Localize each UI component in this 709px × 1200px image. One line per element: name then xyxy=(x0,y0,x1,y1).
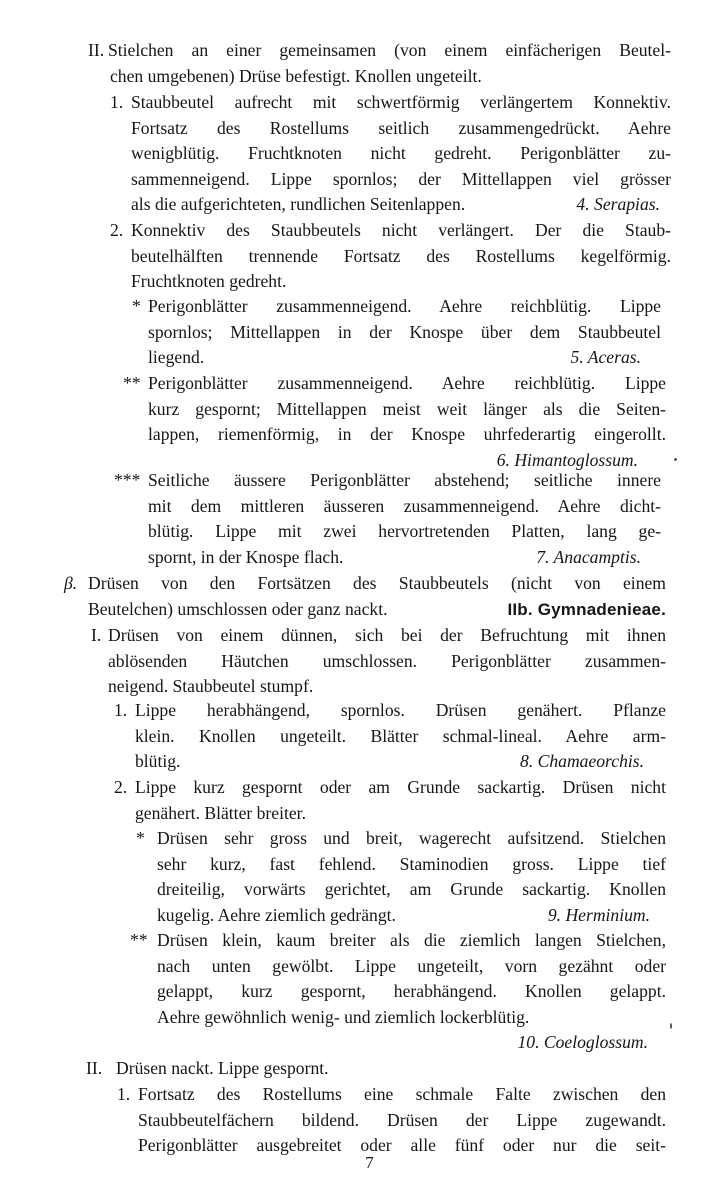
entry-number: 2. xyxy=(110,220,124,240)
text-line: Beutelchen) umschlossen oder ganz nackt. xyxy=(88,598,388,619)
text-line: sammenneigend. Lippe spornlos; der Mittellappen viel grösser xyxy=(131,168,671,189)
section-number: II. xyxy=(86,1058,103,1078)
key-entry xyxy=(148,468,661,570)
entry-number: 1. xyxy=(110,92,124,112)
text-line: chen umgebenen) Drüse befestigt. Knollen ungeteilt. xyxy=(110,65,482,86)
asterisk-mark: * xyxy=(136,828,145,848)
text-line: Stielchen an einer gemeinsamen (von einem einfächerigen Beutel- xyxy=(108,40,671,60)
entry-number: 1. xyxy=(114,700,128,720)
section-number: II. xyxy=(88,40,105,60)
key-entry xyxy=(148,294,661,371)
text-line: blütig. xyxy=(135,751,181,772)
text-line: nach unten gewölbt. Lippe ungeteilt, vorn gezähnt oder xyxy=(157,955,666,976)
text-line-with-genus xyxy=(148,345,661,371)
key-entry xyxy=(131,218,671,295)
text-line: blütig. Lippe mit zwei hervortretenden Platten, lang ge- xyxy=(148,521,661,542)
text-line: Seitliche äussere Perigonblätter abstehend; seitliche innere xyxy=(148,470,661,490)
text-line: wenigblütig. Fruchtknoten nicht gedreht. Perigonblätter zu- xyxy=(131,143,671,164)
text-line: Staubbeutelfächern bildend. Drüsen der Lippe zugewandt. xyxy=(138,1109,666,1130)
key-entry xyxy=(135,698,666,775)
key-entry xyxy=(148,371,666,473)
text-line: Fortsatz des Rostellums eine schmale Falte zwischen den xyxy=(138,1084,666,1104)
section-paragraph xyxy=(108,38,671,89)
text-line-with-genus xyxy=(157,1030,666,1056)
asterisk-mark: *** xyxy=(114,470,141,490)
text-line: Lippe kurz gespornt oder am Grunde sackartig. Drüsen nicht xyxy=(135,777,666,797)
text-line: kurz gespornt; Mittellappen meist weit länger als die Seiten- xyxy=(148,398,666,419)
text-line: liegend. xyxy=(148,347,205,368)
text-line: genähert. Blätter breiter. xyxy=(135,802,306,823)
group-name: IIb. Gymnadenieae. xyxy=(507,599,666,619)
genus-name: 8. Chamaeorchis. xyxy=(520,751,644,772)
text-line: lappen, riemenförmig, in der Knospe uhrfederartig eingerollt. xyxy=(148,424,666,445)
text-line: kugelig. Aehre ziemlich gedrängt. xyxy=(157,904,396,925)
text-line-with-group xyxy=(88,597,666,623)
text-line: Perigonblätter zusammenneigend. Aehre reichblütig. Lippe xyxy=(148,296,661,316)
print-speck xyxy=(670,1023,672,1029)
entry-number: 2. xyxy=(114,777,128,797)
asterisk-mark: ** xyxy=(130,930,148,950)
text-line: ablösenden Häutchen umschlossen. Perigonblätter zusammen- xyxy=(108,650,666,671)
text-line: neigend. Staubbeutel stumpf. xyxy=(108,676,314,697)
text-line: spornlos; Mittellappen in der Knospe über dem Staubbeutel xyxy=(148,321,661,342)
greek-letter-mark: β. xyxy=(64,573,78,593)
genus-name: 9. Herminium. xyxy=(547,904,650,925)
text-line-with-genus xyxy=(135,749,666,775)
text-line: sehr kurz, fast fehlend. Staminodien gross. Lippe tief xyxy=(157,853,666,874)
section-number: I. xyxy=(91,625,102,645)
asterisk-mark: * xyxy=(132,296,141,316)
key-entry xyxy=(135,775,666,826)
text-line: Drüsen sehr gross und breit, wagerecht aufsitzend. Stielchen xyxy=(157,828,666,848)
section-paragraph xyxy=(108,623,666,700)
section-paragraph xyxy=(116,1056,666,1082)
text-line: gelappt, kurz gespornt, herabhängend. Knollen gelappt. xyxy=(157,981,666,1002)
text-line: Drüsen von den Fortsätzen des Staubbeutels (nicht von einem xyxy=(88,573,666,593)
text-line: Perigonblätter ausgebreitet oder alle fünf oder nur die seit- xyxy=(138,1135,666,1156)
text-line: Drüsen nackt. Lippe gespornt. xyxy=(116,1058,329,1078)
text-line-with-genus xyxy=(148,545,661,571)
print-speck xyxy=(674,458,677,461)
text-line: Konnektiv des Staubbeutels nicht verlängert. Der die Staub- xyxy=(131,220,671,240)
key-entry xyxy=(157,928,666,1056)
text-line: Fortsatz des Rostellums seitlich zusammengedrückt. Aehre xyxy=(131,117,671,138)
text-line-with-genus xyxy=(157,903,666,929)
genus-name: 7. Anacamptis. xyxy=(536,546,641,567)
genus-name: 6. Himantoglossum. xyxy=(496,449,638,470)
key-entry xyxy=(138,1082,666,1159)
text-line: Perigonblätter zusammenneigend. Aehre reichblütig. Lippe xyxy=(148,373,666,393)
genus-name: 4. Serapias. xyxy=(576,194,660,215)
text-line-with-genus xyxy=(131,192,671,218)
asterisk-mark: ** xyxy=(123,373,141,393)
genus-name: 5. Aceras. xyxy=(570,347,641,368)
text-line: spornt, in der Knospe flach. xyxy=(148,546,344,567)
text-line: Staubbeutel aufrecht mit schwertförmig verlängertem Konnektiv. xyxy=(131,92,671,112)
text-line: beutelhälften trennende Fortsatz des Rostellums kegelförmig. xyxy=(131,245,671,266)
text-line: Lippe herabhängend, spornlos. Drüsen genähert. Pflanze xyxy=(135,700,666,720)
text-line: dreiteilig, vorwärts gerichtet, am Grunde sackartig. Knollen xyxy=(157,879,666,900)
text-line: als die aufgerichteten, rundlichen Seitenlappen. xyxy=(131,194,466,215)
key-entry xyxy=(157,826,666,928)
text-line: Aehre gewöhnlich wenig- und ziemlich lockerblütig. xyxy=(157,1006,530,1027)
key-entry xyxy=(131,90,671,218)
page-number: 7 xyxy=(365,1153,374,1172)
text-line: mit dem mittleren äusseren zusammenneigend. Aehre dicht- xyxy=(148,495,661,516)
text-line: Fruchtknoten gedreht. xyxy=(131,271,287,292)
text-line: Drüsen von einem dünnen, sich bei der Befruchtung mit ihnen xyxy=(108,625,666,645)
text-line: klein. Knollen ungeteilt. Blätter schmal-lineal. Aehre arm- xyxy=(135,725,666,746)
entry-number: 1. xyxy=(117,1084,131,1104)
text-line: Drüsen klein, kaum breiter als die ziemlich langen Stielchen, xyxy=(157,930,666,950)
group-heading-paragraph xyxy=(88,571,666,622)
genus-name: 10. Coeloglossum. xyxy=(517,1032,648,1053)
